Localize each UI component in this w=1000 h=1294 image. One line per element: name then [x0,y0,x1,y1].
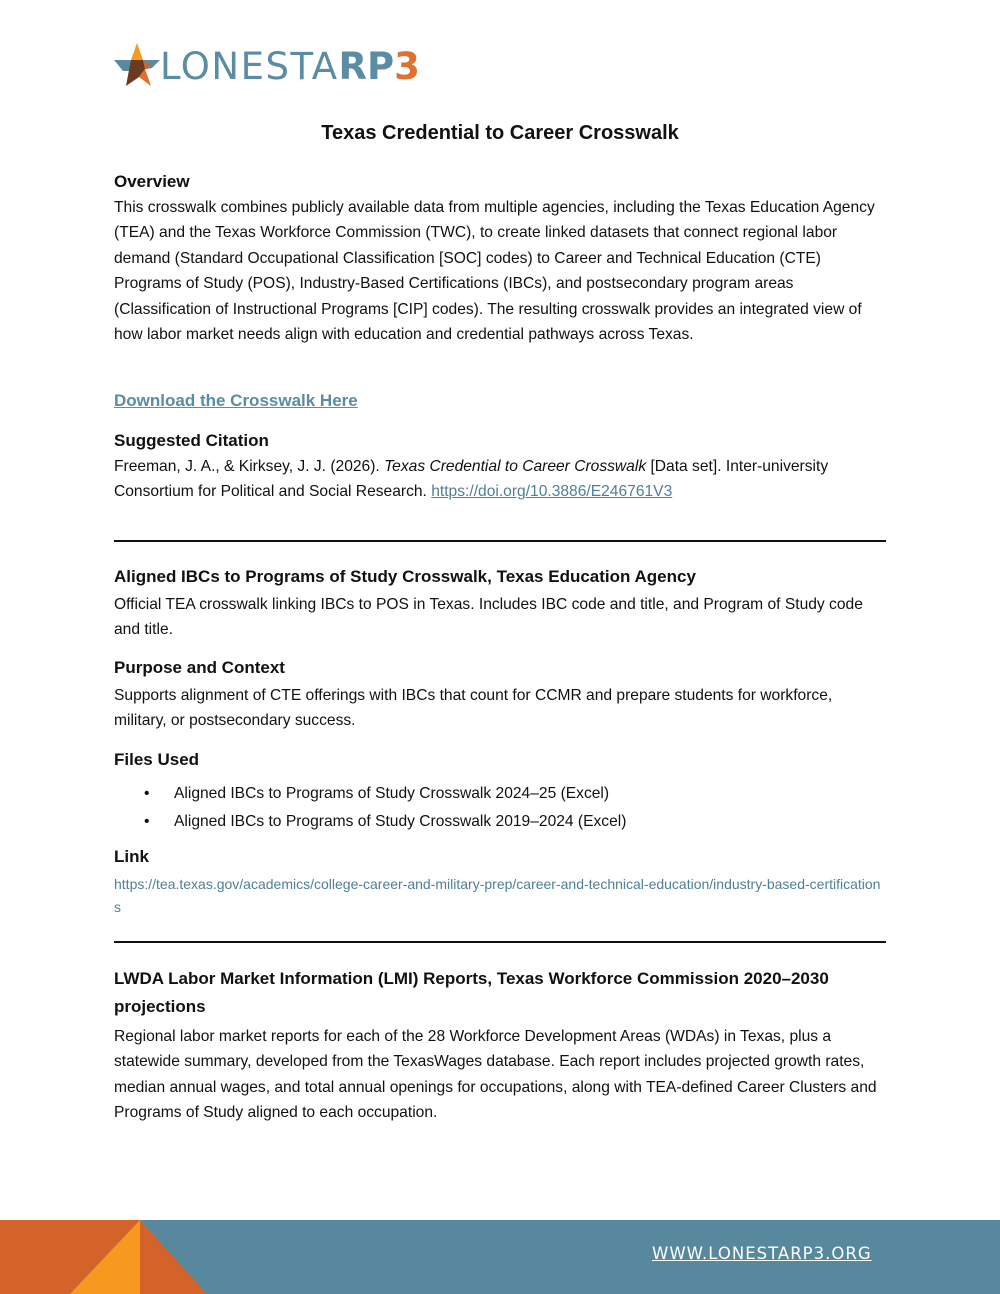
download-section [114,389,886,413]
star-logo-icon [114,43,160,87]
logo-word-3: 3 [394,44,420,88]
citation-rest: [Data set]. Inter-university Consortium for Political and Social Research. [114,458,829,501]
files-used-heading: Files Used [114,750,200,769]
section-divider [114,540,886,542]
citation-section [114,429,886,505]
website-link[interactable]: WWW.LONESTARP3.ORG [652,1244,872,1263]
file-item [114,808,886,836]
citation-heading: Suggested Citation [114,431,269,450]
file-name: Aligned IBCs to Programs of Study Crosswalk 2024–25 (Excel) [174,785,610,802]
section-description: Regional labor market reports for each of the 28 Workforce Development Areas (WDAs) in Texas, plus a statewide summary, developed from the TexasWages database. Each report includes projected growth rates, median annual wages, and total annual openings for occupations, along with TEA-defined Career Clusters and Programs of Study aligned to each occupation. [114,1028,877,1122]
logo-wordmark [160,44,420,88]
link-heading: Link [114,847,149,866]
tea-ibc-link[interactable]: https://tea.texas.gov/academics/college-career-and-military-prep/career-and-technical-education/industry-based-certifications [114,876,881,915]
section-description: Official TEA crosswalk linking IBCs to POS in Texas. Includes IBC code and title, and Program of Study code and title. [114,596,863,639]
twc-lmi-section [114,965,886,1126]
footer-triangle-graphic [0,1220,220,1294]
citation-doi-link[interactable]: https://doi.org/10.3886/E246761V3 [431,483,673,501]
files-used-section [114,748,886,836]
link-section [114,845,886,919]
download-crosswalk-link[interactable]: Download the Crosswalk Here [114,391,358,410]
purpose-section [114,656,886,734]
citation-work-title: Texas Credential to Career Crosswalk [384,458,647,475]
purpose-heading: Purpose and Context [114,658,285,677]
citation-authors: Freeman, J. A., & Kirksey, J. J. (2026). [114,458,385,475]
section-heading: LWDA Labor Market Information (LMI) Reports, Texas Workforce Commission 2020–2030 projections [114,969,829,1016]
section-heading: Aligned IBCs to Programs of Study Crosswalk, Texas Education Agency [114,567,696,586]
citation-text [114,454,886,505]
bullet-icon: • [144,813,150,830]
purpose-text: Supports alignment of CTE offerings with IBCs that count for CCMR and prepare students for workforce, military, or postsecondary success. [114,687,833,730]
files-list [114,780,886,836]
bullet-icon: • [144,785,150,802]
lonestar-rp3-logo[interactable] [114,42,420,88]
file-item [114,780,886,808]
overview-heading: Overview [114,172,190,191]
page-title: Texas Credential to Career Crosswalk [321,122,679,144]
footer-band [0,1220,1000,1294]
tea-crosswalk-section [114,565,886,643]
overview-section [114,170,886,347]
logo-word-light: LONESTA [160,44,339,88]
section-divider [114,941,886,943]
file-name: Aligned IBCs to Programs of Study Crosswalk 2019–2024 (Excel) [174,813,627,830]
overview-body: This crosswalk combines publicly available data from multiple agencies, including the Texas Education Agency (TEA) and the Texas Workforce Commission (TWC), to create linked datasets that connect regional labor demand (Standard Occupational Classification [SOC] codes) to Career and Technical Education (CTE) Programs of Study (POS), Industry-Based Certifications (IBCs), and postsecondary program areas (Classification of Instructional Programs [CIP] codes). The resulting crosswalk provides an integrated view of how labor market needs align with education and credential pathways across Texas. [114,199,875,344]
logo-word-rp: RP [338,44,395,88]
